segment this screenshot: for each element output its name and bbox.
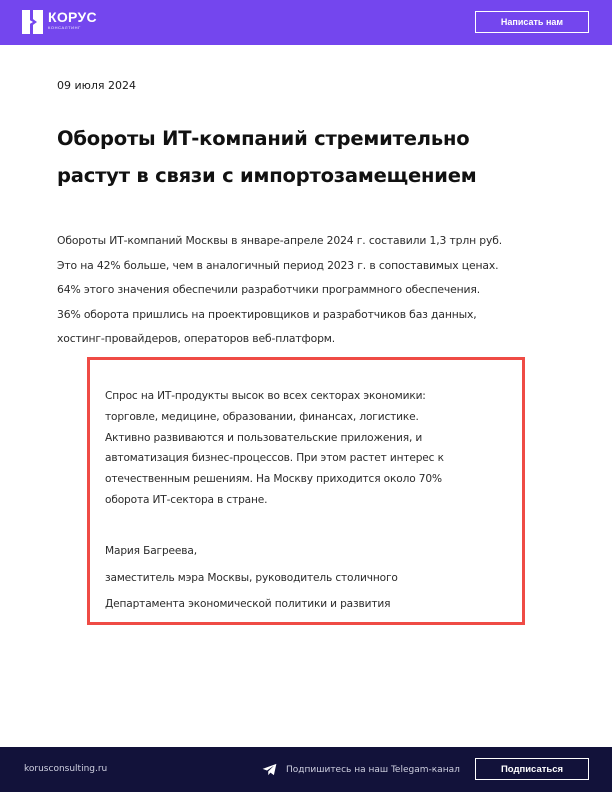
telegram-promo[interactable] [262, 763, 460, 776]
logo-subtitle: КОНСАЛТИНГ [48, 25, 81, 30]
page-title [57, 120, 577, 194]
title-line: Обороты ИТ-компаний стремительно [57, 127, 470, 150]
quote-line: отечественным решениям. На Москву приходится около 70% [105, 473, 442, 486]
lead-paragraph [57, 229, 577, 352]
quote-line: автоматизация бизнес-процессов. При этом растет интерес к [105, 452, 444, 465]
author-position: заместитель мэра Москвы, руководитель столичного [105, 571, 398, 584]
korus-logo-icon [22, 10, 43, 34]
telegram-text: Подпишитесь на наш Telegam-канал [286, 764, 460, 775]
write-us-button[interactable]: Написать нам [475, 11, 589, 33]
title-line: растут в связи с импортозамещением [57, 164, 477, 187]
author-name: Мария Багреева, [105, 545, 197, 557]
footer-bar [0, 747, 612, 792]
lead-line: Обороты ИТ-компаний Москвы в январе-апреле 2024 г. составили 1,3 трлн руб. [57, 234, 503, 247]
quote-line: торговле, медицине, образовании, финансах, логистике. [105, 410, 419, 423]
quote-line: Спрос на ИТ-продукты высок во всех секторах экономики: [105, 390, 426, 402]
lead-line: хостинг-провайдеров, операторов веб-платформ. [57, 332, 336, 345]
lead-line: 36% оборота пришлись на проектировщиков и разработчиков баз данных, [57, 307, 477, 321]
quote-author [105, 538, 515, 618]
top-bar [0, 0, 612, 45]
subscribe-button[interactable]: Подписаться [475, 758, 589, 780]
telegram-icon [262, 763, 277, 776]
author-department: Департамента экономической политики и развития [105, 598, 391, 610]
lead-line: Это на 42% больше, чем в аналогичный период 2023 г. в сопоставимых ценах. [57, 258, 499, 272]
lead-line: 64% этого значения обеспечили разработчики программного обеспечения. [57, 283, 480, 296]
quote-text [105, 386, 515, 511]
logo-name: КОРУС [48, 9, 97, 25]
korus-logo[interactable] [22, 10, 97, 34]
quote-line: оборота ИТ-сектора в стране. [105, 493, 268, 506]
publish-date: 09 июля 2024 [57, 79, 137, 92]
quote-line: Активно развиваются и пользовательские приложения, и [105, 431, 423, 444]
site-link[interactable]: korusconsulting.ru [24, 764, 108, 774]
